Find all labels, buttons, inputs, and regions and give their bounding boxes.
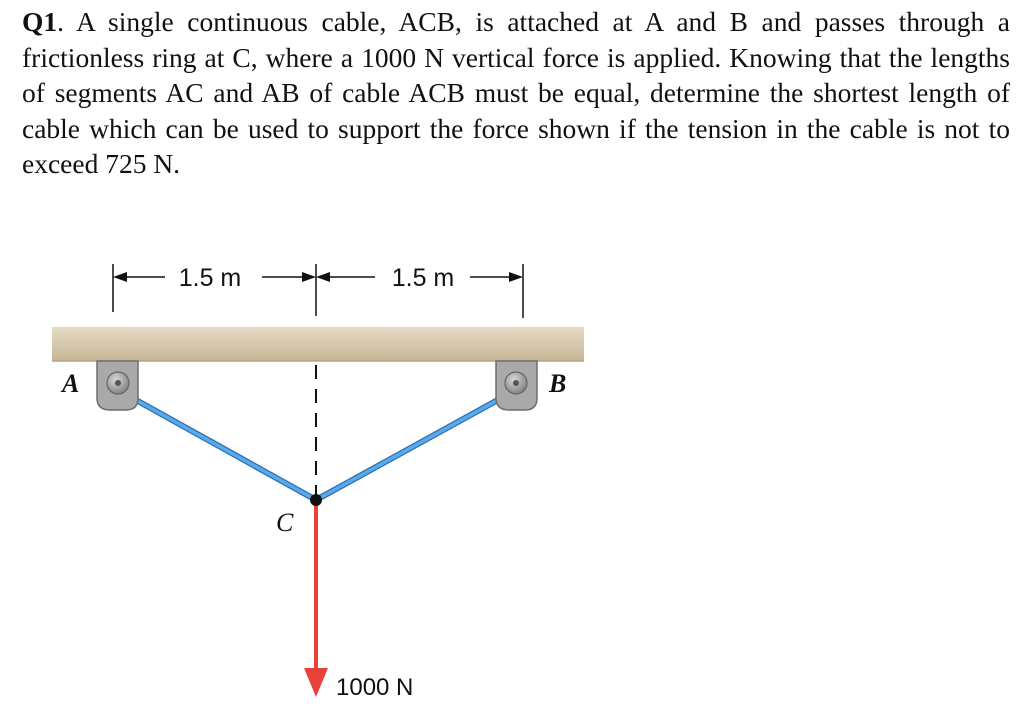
ceiling-beam bbox=[52, 327, 584, 361]
dimension-label-left: 1.5 m bbox=[178, 264, 242, 292]
question-text: . A single continuous cable, ACB, is attached at A and B and passes through a frictionless ring at C, where a 1000 N vertical force is applied. Knowing that the lengths of segments AC and AB of cable ACB must be equal, determine the shortest length of cable which can be used to support the force shown if the tension in the cable is not to exceed 725 N. bbox=[22, 6, 1010, 179]
point-c-label: C bbox=[276, 508, 294, 537]
point-b-label: B bbox=[549, 369, 567, 398]
force-label: 1000 N bbox=[336, 674, 414, 701]
dimension-label-right: 1.5 m bbox=[391, 264, 455, 292]
dimension-arrowheads bbox=[113, 272, 523, 282]
force-arrow bbox=[304, 504, 328, 697]
dimension-line bbox=[113, 264, 523, 318]
question-number: Q1 bbox=[22, 6, 58, 37]
ring-c bbox=[310, 494, 322, 506]
support-a bbox=[97, 361, 138, 410]
point-a-label: A bbox=[62, 369, 80, 398]
support-b bbox=[496, 361, 537, 410]
